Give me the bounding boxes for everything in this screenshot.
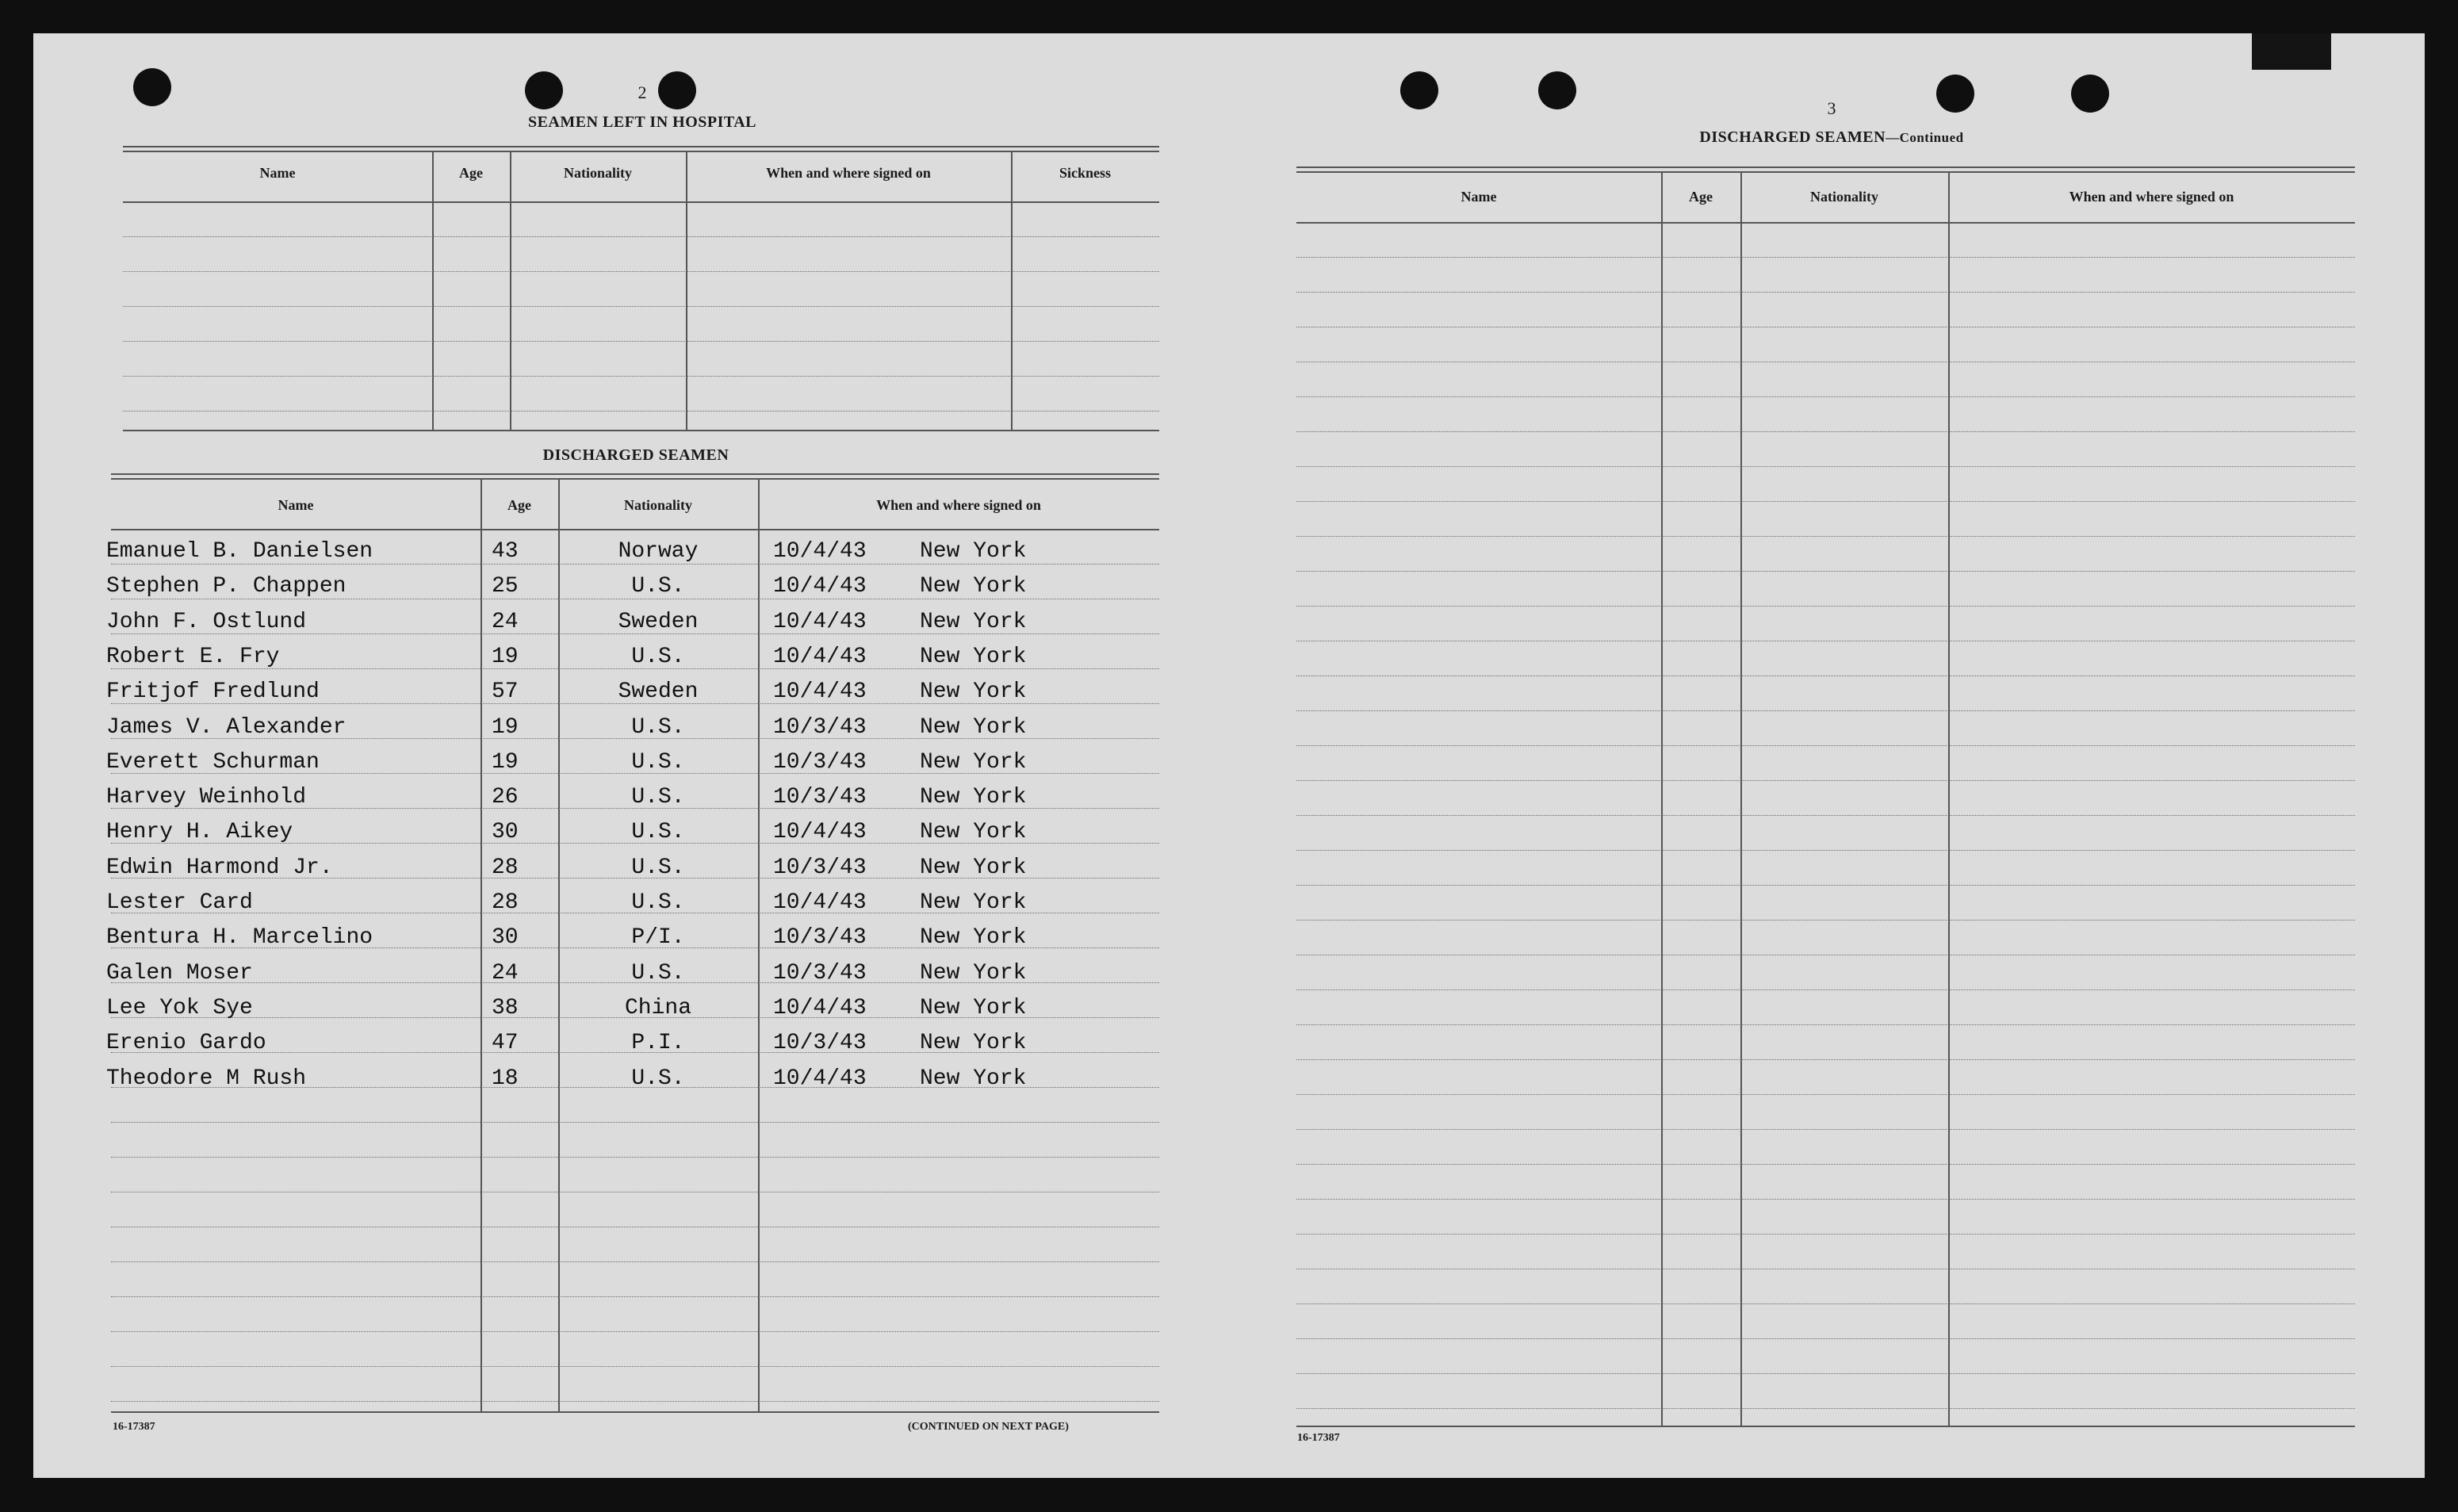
signed-on-place: New York — [920, 749, 1027, 775]
discharged-section-title: DISCHARGED SEAMEN — [542, 446, 729, 464]
right-section-title — [1554, 128, 2109, 147]
seaman-nationality: Sweden — [618, 679, 699, 705]
signed-on-place: New York — [920, 855, 1027, 880]
seaman-nationality: U.S. — [631, 644, 685, 669]
seaman-age: 24 — [492, 960, 519, 986]
signed-on-date: 10/3/43 — [773, 855, 867, 880]
row-rule — [1296, 292, 2355, 293]
page-number: 2 — [637, 82, 647, 102]
seaman-nationality: U.S. — [631, 820, 685, 845]
form-number: 16-17387 — [1297, 1432, 1340, 1444]
seaman-nationality: U.S. — [631, 749, 685, 775]
seaman-age: 38 — [492, 995, 519, 1020]
signed-on-date: 10/3/43 — [773, 714, 867, 740]
seaman-age: 24 — [492, 609, 519, 634]
seaman-age: 57 — [492, 679, 519, 705]
seaman-name: Edwin Harmond Jr. — [106, 855, 333, 880]
row-rule — [1296, 1303, 2355, 1304]
signed-on-place: New York — [920, 714, 1027, 740]
row-rule — [1296, 1199, 2355, 1200]
row-rule — [1296, 257, 2355, 258]
seaman-nationality: Norway — [618, 539, 699, 564]
row-rule — [1296, 1094, 2355, 1095]
seaman-nationality: China — [624, 995, 691, 1020]
signed-on-date: 10/4/43 — [773, 539, 867, 564]
seaman-name: Emanuel B. Danielsen — [106, 539, 373, 564]
seaman-nationality: U.S. — [631, 785, 685, 810]
row-rule — [1296, 710, 2355, 711]
row-rule — [1296, 396, 2355, 397]
row-rule — [1296, 606, 2355, 607]
row-rule — [1296, 1024, 2355, 1025]
signed-on-date: 10/4/43 — [773, 995, 867, 1020]
row-rule — [1296, 780, 2355, 781]
seaman-age: 47 — [492, 1031, 519, 1056]
seaman-age: 19 — [492, 644, 519, 669]
row-rule — [1296, 815, 2355, 816]
seaman-nationality: U.S. — [631, 890, 685, 915]
signed-on-place: New York — [920, 644, 1027, 669]
row-rule — [1296, 920, 2355, 921]
signed-on-date: 10/4/43 — [773, 644, 867, 669]
signed-on-date: 10/4/43 — [773, 679, 867, 705]
seaman-age: 30 — [492, 820, 519, 845]
column-divider — [1948, 171, 1950, 1427]
signed-on-place: New York — [920, 1031, 1027, 1056]
signed-on-place: New York — [920, 785, 1027, 810]
column-divider — [1740, 171, 1742, 1427]
column-header: Sickness — [1059, 165, 1112, 181]
seaman-age: 26 — [492, 785, 519, 810]
column-divider — [1661, 171, 1663, 1427]
row-rule — [1296, 745, 2355, 746]
seaman-name: Robert E. Fry — [106, 644, 280, 669]
signed-on-date: 10/4/43 — [773, 609, 867, 634]
seaman-name: Galen Moser — [106, 960, 253, 986]
seaman-age: 19 — [492, 714, 519, 740]
signed-on-place: New York — [920, 1066, 1027, 1091]
row-rule — [1296, 1129, 2355, 1130]
seaman-name: Everett Schurman — [106, 749, 320, 775]
seaman-name: Bentura H. Marcelino — [106, 925, 373, 951]
row-rule — [1296, 885, 2355, 886]
seaman-name: Lee Yok Sye — [106, 995, 253, 1020]
seaman-age: 28 — [492, 855, 519, 880]
signed-on-place: New York — [920, 574, 1027, 599]
table-top-rule — [1296, 167, 2355, 173]
row-rule — [1296, 1408, 2355, 1409]
page-number: 3 — [1827, 98, 1836, 118]
seaman-age: 28 — [492, 890, 519, 915]
table-bottom-rule — [1296, 1426, 2355, 1427]
signed-on-place: New York — [920, 609, 1027, 634]
column-header: Name — [278, 497, 314, 513]
row-rule — [1296, 431, 2355, 432]
signed-on-date: 10/4/43 — [773, 574, 867, 599]
column-header: Name — [259, 165, 296, 181]
seaman-nationality: U.S. — [631, 1066, 685, 1091]
column-header: Name — [1461, 189, 1497, 205]
seaman-name: James V. Alexander — [106, 714, 346, 740]
seaman-nationality: U.S. — [631, 714, 685, 740]
signed-on-date: 10/4/43 — [773, 820, 867, 845]
signed-on-place: New York — [920, 539, 1027, 564]
signed-on-place: New York — [920, 820, 1027, 845]
seaman-name: Fritjof Fredlund — [106, 679, 320, 705]
signed-on-place: New York — [920, 890, 1027, 915]
seaman-name: Henry H. Aikey — [106, 820, 293, 845]
continued-note: (CONTINUED ON NEXT PAGE) — [908, 1421, 1069, 1433]
row-rule — [1296, 1164, 2355, 1165]
column-header: When and where signed on — [876, 497, 1041, 513]
seaman-name: Lester Card — [106, 890, 253, 915]
row-rule — [1296, 501, 2355, 502]
signed-on-place: New York — [920, 960, 1027, 986]
seaman-name: Erenio Gardo — [106, 1031, 266, 1056]
seaman-name: John F. Ostlund — [106, 609, 307, 634]
seaman-nationality: P.I. — [631, 1031, 685, 1056]
column-header: When and where signed on — [2069, 189, 2234, 205]
right-title-text: DISCHARGED SEAMEN — [1699, 128, 1886, 146]
seaman-age: 25 — [492, 574, 519, 599]
right-title-suffix: —Continued — [1886, 130, 1964, 145]
seaman-nationality: U.S. — [631, 574, 685, 599]
seaman-age: 19 — [492, 749, 519, 775]
row-rule — [1296, 571, 2355, 572]
row-rule — [1296, 1059, 2355, 1060]
header-rule — [1296, 222, 2355, 224]
signed-on-place: New York — [920, 925, 1027, 951]
signed-on-place: New York — [920, 679, 1027, 705]
column-header: Age — [459, 165, 483, 181]
row-rule — [1296, 1373, 2355, 1374]
seaman-name: Harvey Weinhold — [106, 785, 307, 810]
row-rule — [1296, 466, 2355, 467]
row-rule — [1296, 536, 2355, 537]
column-header: Nationality — [623, 497, 692, 513]
seaman-nationality: Sweden — [618, 609, 699, 634]
seaman-nationality: P/I. — [631, 925, 685, 951]
row-rule — [1296, 1338, 2355, 1339]
signed-on-date: 10/3/43 — [773, 749, 867, 775]
column-header: Age — [507, 497, 531, 513]
seaman-age: 18 — [492, 1066, 519, 1091]
seaman-nationality: U.S. — [631, 855, 685, 880]
form-number: 16-17387 — [113, 1421, 155, 1433]
row-rule — [1296, 850, 2355, 851]
seaman-nationality: U.S. — [631, 960, 685, 986]
column-header: Nationality — [1809, 189, 1878, 205]
column-header: When and where signed on — [766, 165, 931, 181]
column-header: Nationality — [563, 165, 632, 181]
hospital-section-title: SEAMEN LEFT IN HOSPITAL — [527, 113, 757, 131]
seaman-name: Stephen P. Chappen — [106, 574, 346, 599]
signed-on-place: New York — [920, 995, 1027, 1020]
seaman-name: Theodore M Rush — [106, 1066, 307, 1091]
row-rule — [1296, 989, 2355, 990]
seaman-age: 43 — [492, 539, 519, 564]
signed-on-date: 10/3/43 — [773, 960, 867, 986]
signed-on-date: 10/4/43 — [773, 890, 867, 915]
signed-on-date: 10/3/43 — [773, 785, 867, 810]
signed-on-date: 10/3/43 — [773, 925, 867, 951]
right-discharged-table — [1296, 167, 2355, 1427]
signed-on-date: 10/3/43 — [773, 1031, 867, 1056]
signed-on-date: 10/4/43 — [773, 1066, 867, 1091]
column-header: Age — [1689, 189, 1713, 205]
seaman-age: 30 — [492, 925, 519, 951]
